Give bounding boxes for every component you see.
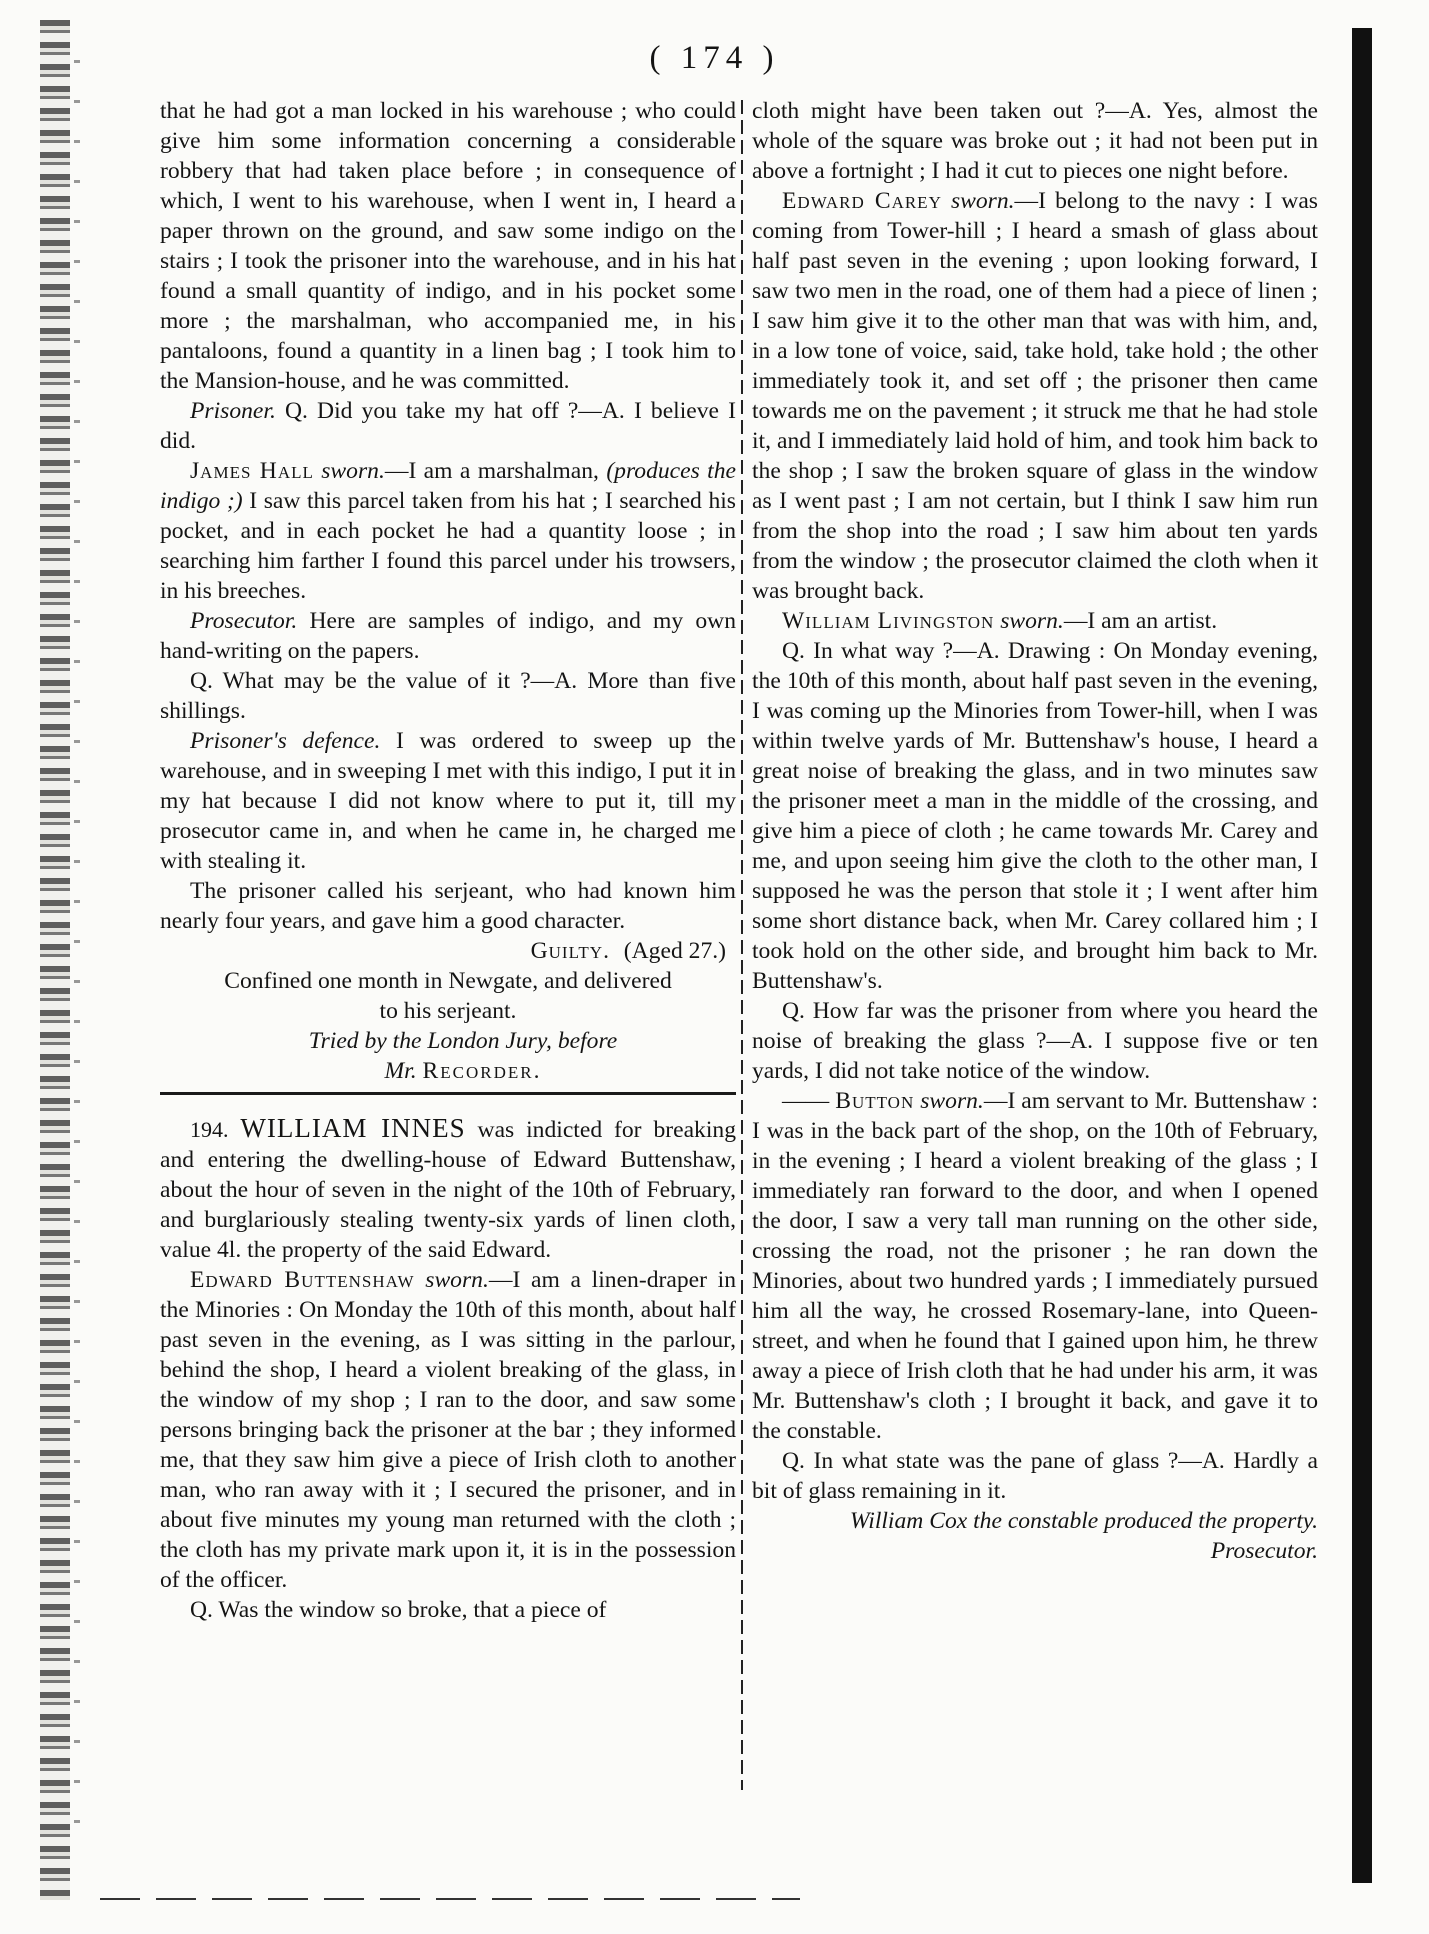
testimony-text: —I am a marshalman, bbox=[384, 458, 607, 484]
sworn-label: sworn. bbox=[414, 1267, 489, 1293]
speaker-label: Prisoner. bbox=[190, 398, 276, 424]
pane-question: Q. In what state was the pane of glass ?—A. Hardly a bit of glass remaining in it. bbox=[752, 1448, 1318, 1504]
case-indictment bbox=[160, 1113, 736, 1265]
defence-text: I was ordered to sweep up the warehouse, and in sweeping I met with this indigo, I put it in my hat because I did not know where to put it, till my prosecutor came in, and when he came in, he charged me with stealing it. bbox=[160, 728, 736, 874]
court-recorder: Recorder. bbox=[422, 1058, 542, 1084]
indictment-text: was indicted for breaking and entering the dwelling-house of Edward Buttenshaw, about the hour of seven in the night of the 10th of February, and burglariously stealing twenty-six yards of linen cloth, value 4l. the property of the said Edward. bbox=[160, 1117, 736, 1263]
speaker-label: Prosecutor. bbox=[190, 608, 298, 634]
defendant-name: WILLIAM INNES bbox=[240, 1113, 466, 1143]
sworn-label: sworn. bbox=[313, 458, 385, 484]
case-number: 194. bbox=[190, 1117, 229, 1142]
name-dash: —— bbox=[782, 1088, 836, 1114]
witness-name: Button bbox=[835, 1088, 915, 1114]
testimony-text: —I belong to the navy : I was coming from Tower-hill ; I heard a smash of glass about half past seven in the evening ; upon looking forward, I saw two men in the road, one of them had a piece of linen ; I saw him give it to the other man that was with him, and, in a low tone of voice, said, take hold, take hold ; the other immediately took it, and set off ; the prisoner then came towards me on the pavement ; it struck me that he had stole it, and I immediately laid hold of him, and took him back to the shop ; I saw the broken square of glass in the window as I went past ; I am not certain, but I think I saw him run from the shop into the road ; I saw him about ten yards from the window ; the prosecutor claimed the cloth when it was brought back. bbox=[752, 188, 1318, 604]
witness-testimony-button bbox=[752, 1086, 1318, 1446]
catchword: Prosecutor. bbox=[1210, 1538, 1318, 1564]
tried-by-line: Tried by the London Jury, before bbox=[308, 1028, 618, 1054]
witness-testimony-edward-carey bbox=[752, 186, 1318, 606]
testimony-text: I saw this parcel taken from his hat ; I searched his pocket, and in each pocket he had a quantity loose ; in searching him farther I found this parcel under his trowsers, in his breeches. bbox=[160, 488, 736, 604]
case-separator-rule bbox=[160, 1092, 736, 1095]
witness-testimony-edward-buttenshaw bbox=[160, 1265, 736, 1595]
page-binding-marks bbox=[74, 60, 80, 1860]
speaker-label: Prisoner's defence. bbox=[190, 728, 381, 754]
testimony-paragraph: that he had got a man locked in his warehouse ; who could give him some information concerning a considerable robbery that had taken place before ; in consequence of which, I went to his warehouse, when I went in, I heard a paper thrown on the ground, and saw some indigo on the stairs ; I took the prisoner into the warehouse, and in his hat found a small quantity of indigo, and in his pocket some more ; the marshalman, who accompanied me, in his pantaloons, found a quantity in a linen bag ; I took him to the Mansion-house, and he was committed. bbox=[160, 98, 736, 394]
testimony-text: —I am an artist. bbox=[1063, 608, 1218, 634]
page-right-edge-shadow bbox=[1352, 28, 1372, 1883]
livingston-answer: Q. In what way ?—A. Drawing : On Monday evening, the 10th of this month, about half past seven in the evening, I was coming up the Minories from Tower-hill, when I was within twelve yards of Mr. Buttenshaw's house, I heard a great noise of breaking the glass, and in two minutes saw the prisoner meet a man in the middle of the crossing, and give him a piece of cloth ; he came towards Mr. Carey and me, and upon seeing him give the cloth to the other man, I supposed he was the person that stole it ; I went after him some short distance back, when Mr. Carey collared him ; I took hold on the other side, and brought him back to Mr. Buttenshaw's. bbox=[752, 638, 1318, 994]
footer-rule bbox=[100, 1898, 800, 1900]
sentence-line-2: to his serjeant. bbox=[379, 998, 517, 1024]
verdict-line bbox=[160, 936, 736, 966]
witness-name: William Livingston bbox=[782, 608, 995, 634]
prisoner-defence bbox=[160, 726, 736, 876]
witness-name: Edward Carey bbox=[782, 188, 942, 214]
page-binding-edge bbox=[40, 20, 70, 1900]
left-column bbox=[160, 96, 736, 1625]
sworn-label: sworn. bbox=[914, 1088, 984, 1114]
court-title: Mr. bbox=[384, 1058, 423, 1084]
distance-question: Q. How far was the prisoner from where you heard the noise of breaking the glass ?—A. I suppose five or ten yards, I did not take notice of the window. bbox=[752, 998, 1318, 1084]
prisoner-age: (Aged 27.) bbox=[623, 938, 726, 964]
window-question: Q. Was the window so broke, that a piece of bbox=[190, 1597, 607, 1623]
stage-direction: (produces the indigo ;) bbox=[160, 458, 736, 514]
testimony-text: —I am a linen-draper in the Minories : On Monday the 10th of this month, about half past seven in the evening, as I was sitting in the parlour, behind the shop, I heard a violent breaking of the glass, in the window of my shop ; I ran to the door, and saw some persons bringing back the prisoner at the bar ; they informed me, that they saw him give a piece of Irish cloth to another man, who ran away with it ; I secured the prisoner, and in about five minutes my young man returned with the cloth ; the cloth has my private mark upon it, it is in the possession of the officer. bbox=[160, 1267, 736, 1593]
witness-testimony-william-livingston bbox=[752, 606, 1318, 636]
sentence-line-1: Confined one month in Newgate, and delivered bbox=[224, 968, 672, 994]
constable-note: William Cox the constable produced the property. bbox=[849, 1508, 1318, 1534]
verdict: Guilty. bbox=[530, 938, 610, 964]
right-column bbox=[752, 96, 1318, 1566]
column-divider bbox=[741, 100, 743, 1790]
prisoner-question bbox=[160, 396, 736, 456]
testimony-text: —I am servant to Mr. Buttenshaw : I was in the back part of the shop, on the 10th of February, in the evening ; I heard a violent breaking of the glass ; I immediately ran forward to the door, and when I opened the door, I saw a very tall man running on the other side, crossing the road, not the prisoner ; he ran down the Minories, about two hundred yards ; I immediately pursued him all the way, he crossed Rosemary-lane, into Queen-street, and when he found that I gained upon him, he threw away a piece of Irish cloth that he had under his arm, it was Mr. Buttenshaw's cloth ; I brought it back, and gave it to the constable. bbox=[752, 1088, 1319, 1444]
court-line bbox=[160, 1056, 736, 1086]
sworn-label: sworn. bbox=[994, 608, 1064, 634]
value-question: Q. What may be the value of it ?—A. More than five shillings. bbox=[160, 668, 736, 724]
witness-name: James Hall bbox=[190, 458, 314, 484]
prosecutor-statement bbox=[160, 606, 736, 666]
sworn-label: sworn. bbox=[941, 188, 1015, 214]
statement-text: Here are samples of indigo, and my own hand-writing on the papers. bbox=[160, 608, 736, 664]
question-text: Q. Did you take my hat off ?—A. I believe I did. bbox=[160, 398, 736, 454]
answer-continuation: cloth might have been taken out ?—A. Yes, almost the whole of the square was broke out ; it had not been put in above a fortnight ; I had it cut to pieces one night before. bbox=[752, 98, 1318, 184]
witness-testimony-james-hall bbox=[160, 456, 736, 606]
page-number: ( 174 ) bbox=[649, 40, 780, 76]
character-witness-note: The prisoner called his serjeant, who had known him nearly four years, and gave him a good character. bbox=[160, 878, 736, 934]
witness-name: Edward Buttenshaw bbox=[190, 1267, 415, 1293]
